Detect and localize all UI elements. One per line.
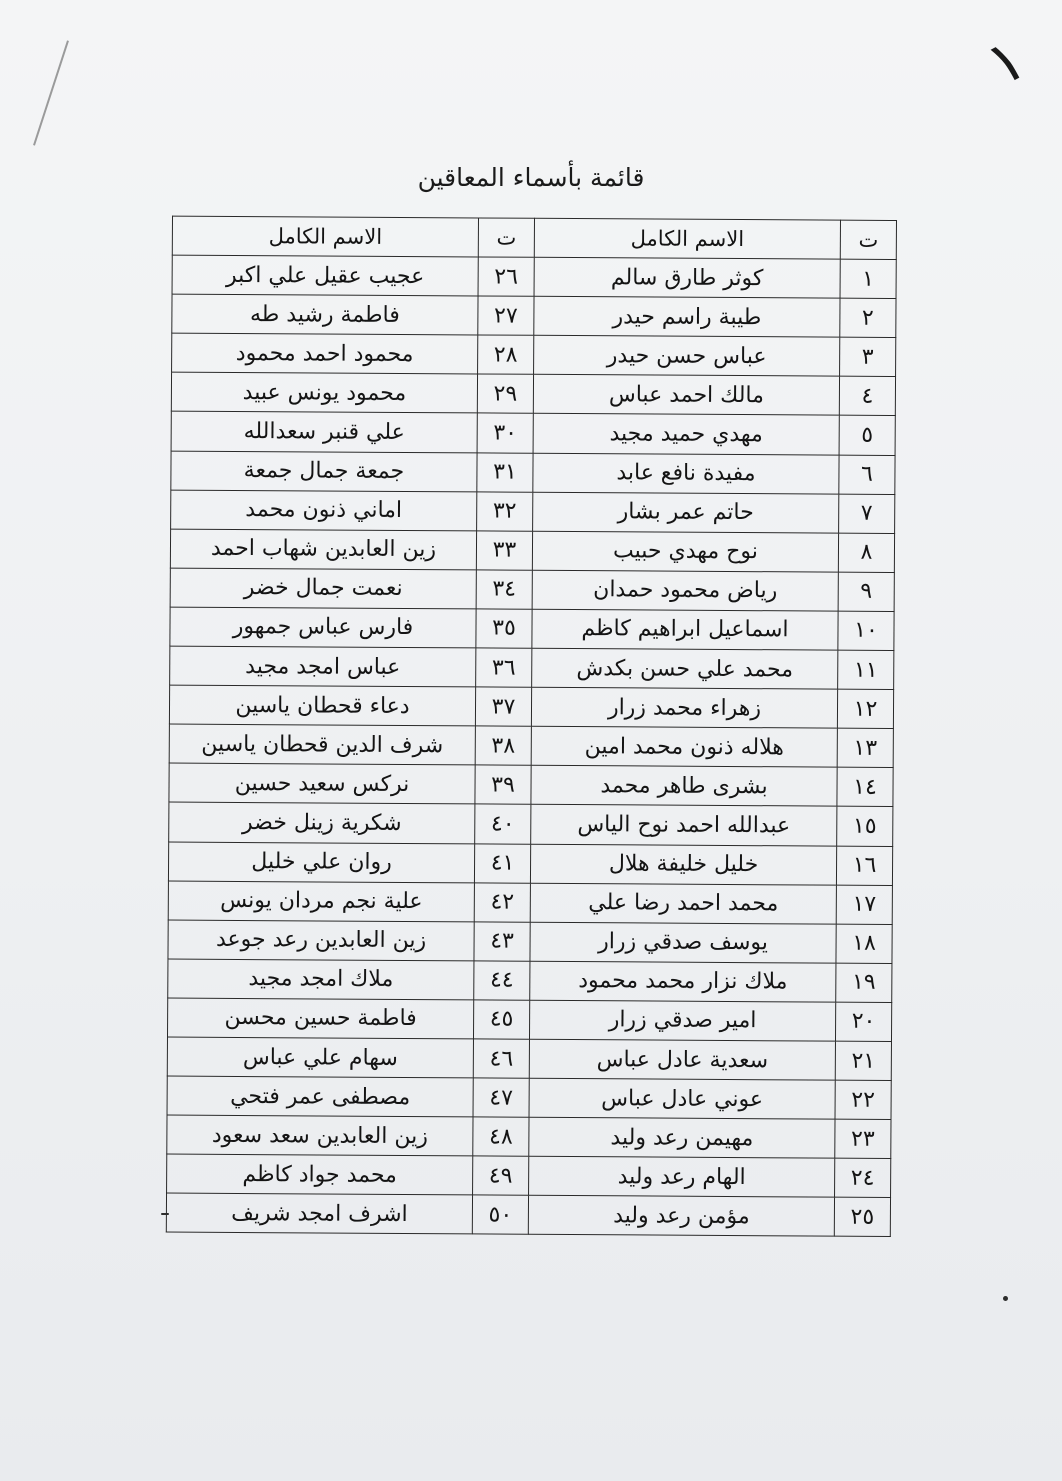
row-name-right: مؤمن رعد وليد [528, 1196, 834, 1237]
table-row [168, 959, 892, 1003]
row-name-left: زين العابدين سعد سعود [167, 1115, 473, 1156]
row-number-right: ١٤ [837, 767, 893, 806]
row-number-left: ٤٤ [474, 961, 530, 1000]
row-number-left: ٤٦ [473, 1039, 529, 1078]
row-number-left: ٤٩ [473, 1156, 529, 1195]
table-row [170, 607, 894, 651]
table-row [170, 568, 894, 612]
row-number-left: ٢٩ [477, 374, 533, 413]
page-title: قائمة بأسماء المعاقين [417, 163, 645, 192]
row-number-right: ١٨ [836, 924, 892, 963]
row-name-right: عباس حسن حيدر [534, 336, 840, 377]
row-number-left: ٣٦ [476, 648, 532, 687]
row-name-left: محمد جواد كاظم [167, 1154, 473, 1195]
row-name-left: محمود يونس عبيد [171, 372, 477, 413]
row-number-left: ٢٧ [478, 296, 534, 335]
row-number-right: ٢١ [835, 1041, 891, 1080]
row-number-right: ١٠ [838, 611, 894, 650]
row-name-left: روان علي خليل [168, 842, 474, 883]
row-number-left: ٣٥ [476, 609, 532, 648]
row-number-right: ١٢ [837, 689, 893, 728]
row-name-right: مالك احمد عباس [533, 375, 839, 416]
row-number-left: ٣٩ [475, 765, 531, 804]
row-name-left: فارس عباس جمهور [170, 607, 476, 648]
row-name-right: كوثر طارق سالم [534, 257, 840, 298]
table-row [172, 294, 896, 338]
row-name-left: فاطمة حسين محسن [167, 998, 473, 1039]
row-name-right: امير صدقي زرار [529, 1000, 835, 1041]
row-number-right: ٧ [839, 494, 895, 533]
header-name-right: الاسم الكامل [534, 218, 840, 259]
row-name-left: نركس سعيد حسين [169, 763, 475, 804]
row-number-right: ٢٣ [835, 1119, 891, 1158]
row-name-right: ملاك نزار محمد محمود [530, 961, 836, 1002]
row-number-right: ٩ [838, 572, 894, 611]
row-name-left: جمعة جمال جمعة [171, 451, 477, 492]
row-name-right: خليل خليفة هلال [530, 844, 836, 885]
table-row [167, 1037, 891, 1081]
row-name-right: بشرى طاهر محمد [531, 766, 837, 807]
row-number-right: ١٣ [837, 728, 893, 767]
row-name-left: شكرية زينل خضر [169, 802, 475, 843]
row-number-right: ١٩ [836, 963, 892, 1002]
row-number-left: ٢٨ [478, 335, 534, 374]
table-row [167, 998, 891, 1042]
row-name-right: مهدي حميد مجيد [533, 414, 839, 455]
row-name-left: اماني ذنون محمد [171, 490, 477, 531]
row-name-right: هلاله ذنون محمد امين [531, 726, 837, 767]
row-name-right: اسماعيل ابراهيم كاظم [532, 609, 838, 650]
table-row [171, 412, 895, 456]
row-number-left: ٤٧ [473, 1078, 529, 1117]
table-row [167, 1115, 891, 1159]
row-number-left: ٥٠ [472, 1195, 528, 1234]
row-name-left: فاطمة رشيد طه [172, 294, 478, 335]
table-row [171, 451, 895, 495]
row-name-left: نعمت جمال خضر [170, 568, 476, 609]
speck-mark [161, 1213, 169, 1215]
row-name-left: مصطفى عمر فتحي [167, 1076, 473, 1117]
row-number-right: ١٧ [836, 885, 892, 924]
row-name-left: عجيب عقيل علي اكبر [172, 255, 478, 296]
row-number-left: ٢٦ [478, 257, 534, 296]
row-number-right: ٢ [840, 298, 896, 337]
row-name-left: علي قنبر سعدالله [171, 412, 477, 453]
row-name-left: علية نجم مردان يونس [168, 881, 474, 922]
row-name-right: محمد علي حسن بكدش [532, 648, 838, 689]
table-row [169, 763, 893, 807]
row-name-right: طيبة راسم حيدر [534, 296, 840, 337]
row-name-left: زين العابدين شهاب احمد [170, 529, 476, 570]
row-number-right: ٤ [839, 377, 895, 416]
row-name-right: عبدالله احمد نوح الياس [531, 805, 837, 846]
table-row [172, 333, 896, 377]
header-num-right: ت [840, 220, 896, 259]
table-row [169, 685, 893, 729]
row-number-right: ١ [840, 259, 896, 298]
row-name-left: دعاء قحطان ياسين [169, 685, 475, 726]
row-number-left: ٤١ [474, 843, 530, 882]
row-name-left: زين العابدين رعد جوعد [168, 920, 474, 961]
table-row [166, 1193, 890, 1237]
row-name-left: سهام علي عباس [167, 1037, 473, 1078]
header-name-left: الاسم الكامل [172, 216, 478, 257]
row-number-right: ٨ [838, 533, 894, 572]
table-row [168, 920, 892, 964]
row-number-left: ٤٢ [474, 883, 530, 922]
row-number-right: ٥ [839, 416, 895, 455]
table-row [170, 646, 894, 690]
row-number-right: ٢٠ [835, 1002, 891, 1041]
speck-mark [1003, 1296, 1008, 1301]
row-number-right: ١٥ [837, 807, 893, 846]
row-name-left: ملاك امجد مجيد [168, 959, 474, 1000]
page-number-mark: ١ [975, 23, 1037, 101]
row-number-left: ٣١ [477, 453, 533, 492]
row-number-left: ٣٨ [475, 726, 531, 765]
table-row [172, 255, 896, 299]
row-name-right: الهام رعد وليد [529, 1157, 835, 1198]
row-name-right: مفيدة نافع عابد [533, 453, 839, 494]
table-row [168, 881, 892, 925]
row-number-right: ٣ [840, 337, 896, 376]
row-name-right: سعدية عادل عباس [529, 1039, 835, 1080]
row-name-right: محمد احمد رضا علي [530, 883, 836, 924]
table-row [170, 529, 894, 573]
row-name-left: اشرف امجد شريف [166, 1193, 472, 1234]
row-number-right: ٢٤ [835, 1158, 891, 1197]
row-number-left: ٤٨ [473, 1117, 529, 1156]
row-name-right: مهيمن رعد وليد [529, 1117, 835, 1158]
row-number-left: ٣٢ [477, 492, 533, 531]
row-name-left: عباس امجد مجيد [170, 646, 476, 687]
row-number-left: ٣٤ [476, 570, 532, 609]
row-number-left: ٣٣ [476, 531, 532, 570]
row-number-right: ٢٢ [835, 1080, 891, 1119]
table-row [167, 1076, 891, 1120]
row-number-right: ١١ [838, 650, 894, 689]
table-header-row [172, 216, 896, 260]
row-name-right: عوني عادل عباس [529, 1078, 835, 1119]
row-number-right: ٢٥ [834, 1197, 890, 1236]
row-number-left: ٤٥ [473, 1000, 529, 1039]
table-row [168, 842, 892, 886]
table-row [169, 802, 893, 846]
row-number-right: ٦ [839, 455, 895, 494]
header-num-left: ت [478, 218, 534, 257]
row-number-left: ٣٠ [477, 413, 533, 452]
table-row [169, 724, 893, 768]
row-number-left: ٣٧ [475, 687, 531, 726]
row-name-right: يوسف صدقي زرار [530, 922, 836, 963]
table-body [166, 255, 896, 1237]
row-name-right: نوح مهدي حبيب [532, 531, 838, 572]
table-row [171, 490, 895, 534]
row-name-right: زهراء محمد زرار [531, 687, 837, 728]
row-number-left: ٤٣ [474, 922, 530, 961]
names-table [166, 216, 897, 1238]
row-name-right: رياض محمود حمدان [532, 570, 838, 611]
row-number-right: ١٦ [836, 846, 892, 885]
row-number-left: ٤٠ [475, 804, 531, 843]
table-row [171, 372, 895, 416]
row-name-left: شرف الدين قحطان ياسين [169, 724, 475, 765]
row-name-left: محمود احمد محمود [172, 333, 478, 374]
pen-scratch-mark [33, 40, 69, 145]
table-row [167, 1154, 891, 1198]
row-name-right: حاتم عمر بشار [533, 492, 839, 533]
